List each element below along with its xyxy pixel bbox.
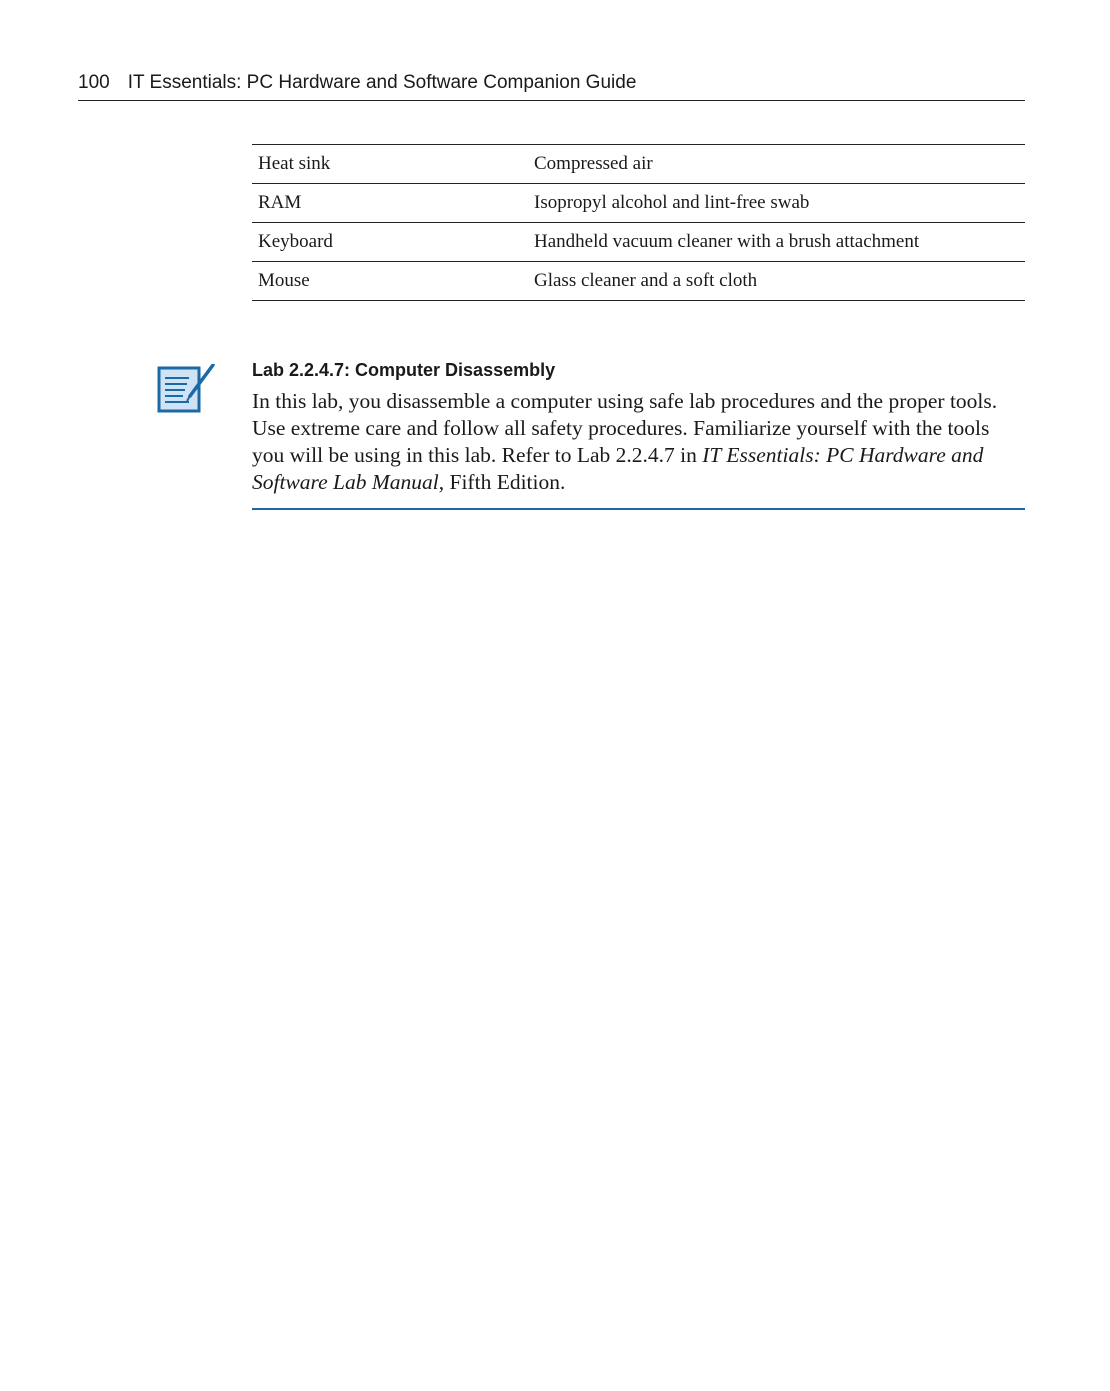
book-title: IT Essentials: PC Hardware and Software Companion Guide xyxy=(127,72,637,93)
lab-description xyxy=(252,388,1025,496)
component-cell: RAM xyxy=(252,184,528,223)
lab-worksheet-icon xyxy=(156,364,216,414)
page-number: 100 xyxy=(78,72,110,93)
lab-callout xyxy=(252,358,1025,510)
method-cell: Isopropyl alcohol and lint-free swab xyxy=(528,184,1025,223)
table-row xyxy=(252,223,1025,262)
method-cell: Compressed air xyxy=(528,145,1025,184)
lab-body-outro: , Fifth Edition. xyxy=(438,470,566,494)
table-row xyxy=(252,145,1025,184)
table-row xyxy=(252,262,1025,301)
table-row xyxy=(252,184,1025,223)
lab-title: Lab 2.2.4.7: Computer Disassembly xyxy=(252,360,556,380)
cleaning-methods-table xyxy=(252,144,1025,301)
lab-body-intro: In this lab, you disassemble a computer using safe lab procedures and the proper tools. Use extreme care and follow all safety procedures. Familiarize yourself with the tools you will be using in this lab. Refer to Lab 2.2.4.7 in xyxy=(252,389,998,467)
component-cell: Heat sink xyxy=(252,145,528,184)
method-cell: Handheld vacuum cleaner with a brush attachment xyxy=(528,223,1025,262)
lab-manual-title: IT Essentials: PC Hardware and Software Lab Manual xyxy=(252,443,984,494)
component-cell: Mouse xyxy=(252,262,528,301)
component-cell: Keyboard xyxy=(252,223,528,262)
running-head xyxy=(78,70,1025,101)
method-cell: Glass cleaner and a soft cloth xyxy=(528,262,1025,301)
